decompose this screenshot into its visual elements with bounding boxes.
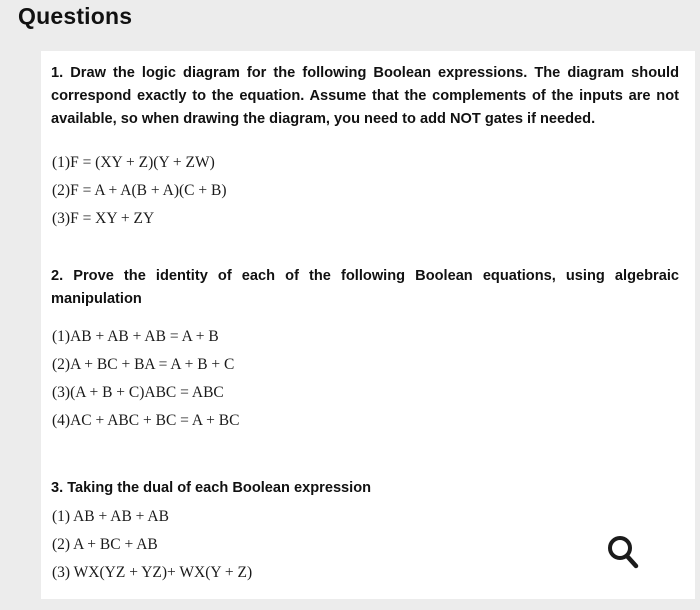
equation: (1)F = (XY + Z)(Y + ZW)	[52, 154, 215, 171]
question-2-text: 2. Prove the identity of each of the following Boolean equations, using algebraic manipulation	[51, 268, 679, 307]
equation: (2)A + BC + BA = A + B + C	[52, 356, 235, 373]
page-title: Questions	[18, 3, 133, 29]
equation: (3)(A + B + C)ABC = ABC	[52, 384, 224, 401]
equation: (1)AB + AB + AB = A + B	[52, 328, 219, 345]
search-icon[interactable]	[606, 533, 640, 571]
equation: (3)F = XY + ZY	[52, 210, 155, 227]
equation: (2)F = A + A(B + A)(C + B)	[52, 182, 227, 199]
equation: (2) A + BC + AB	[52, 536, 158, 553]
equation: (4)AC + ABC + BC = A + BC	[52, 412, 240, 429]
equation: (1) AB + AB + AB	[52, 508, 169, 525]
question-3-text: 3. Taking the dual of each Boolean expression	[51, 480, 372, 496]
question-1-equations	[52, 149, 226, 233]
question-2-equations	[52, 323, 239, 435]
question-1-text: 1. Draw the logic diagram for the following Boolean expressions. The diagram should correspond exactly to the equation. Assume that the complements of the inputs are not available, so when drawing the diagram, you need to add NOT gates if needed.	[51, 65, 679, 127]
question-3-equations	[52, 503, 252, 587]
equation: (3) WX(YZ + YZ)+ WX(Y + Z)	[52, 564, 253, 581]
question-card	[41, 51, 695, 599]
